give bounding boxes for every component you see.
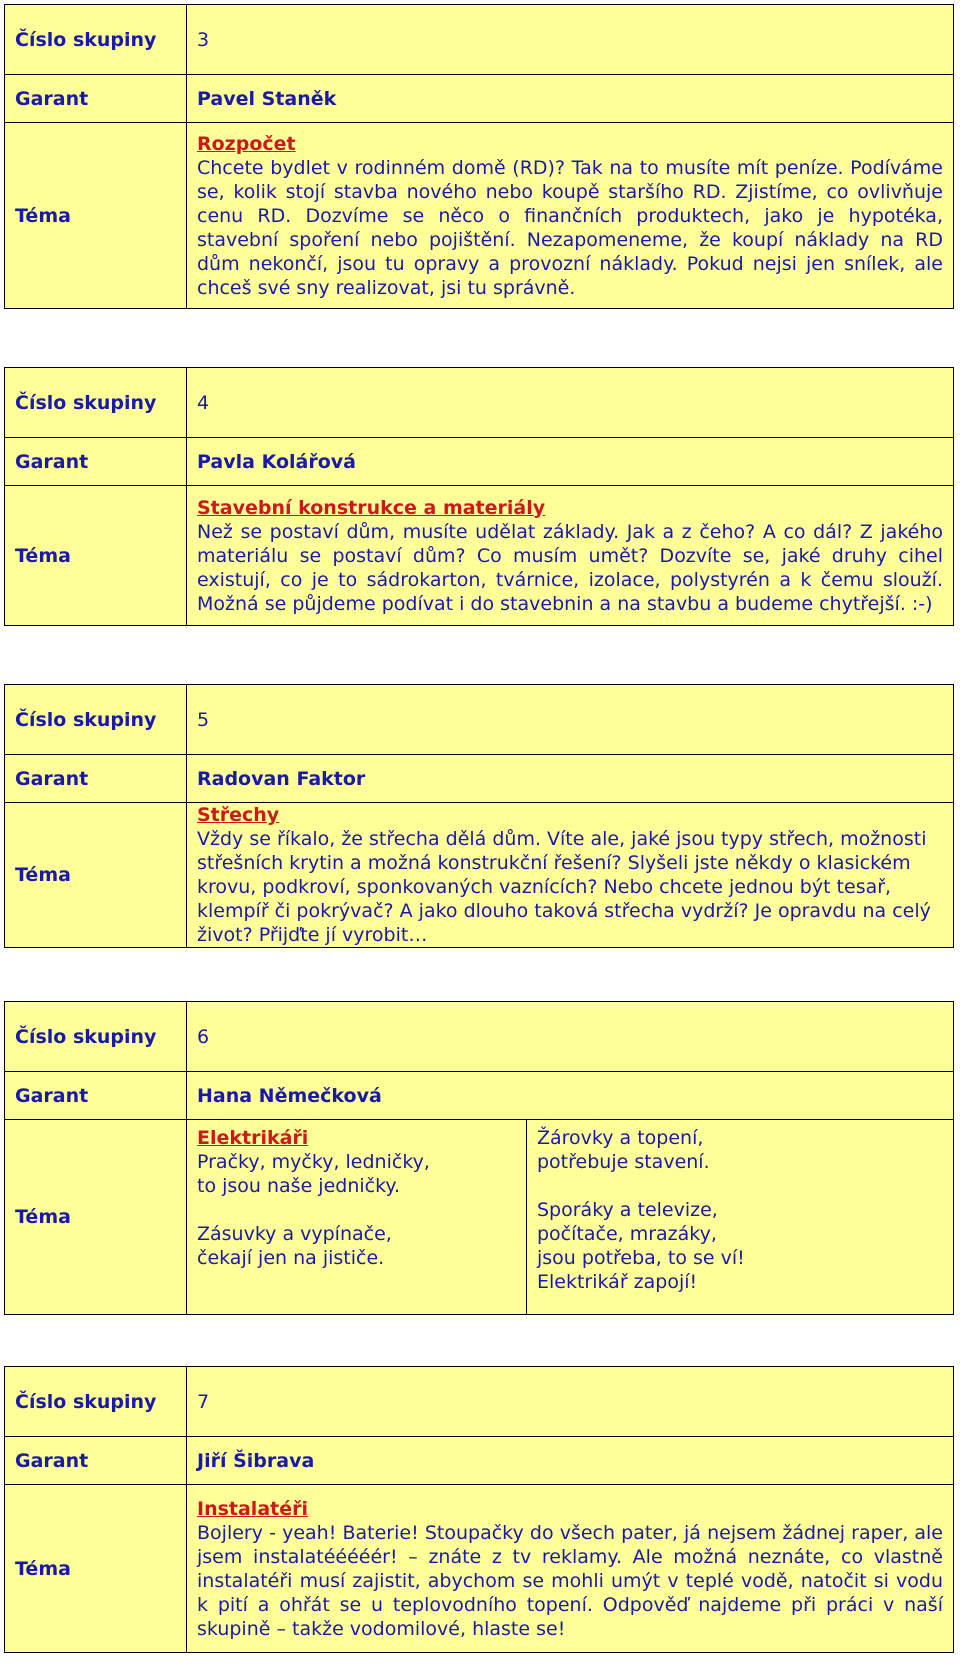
poem-line: to jsou naše jedničky.: [197, 1175, 401, 1197]
garant-name: Jiří Šibrava: [187, 1437, 954, 1485]
garant-label: Garant: [5, 438, 187, 486]
poem-line: Žárovky a topení,: [537, 1127, 704, 1149]
topic-text: Bojlery - yeah! Baterie! Stoupačky do všech pater, já nejsem žádnej raper, ale jsem instalatééééér! – znáte z tv reklamy. Ale možná neznáte, co vlastně instalatéři musí zajistit, abychom se mohli umýt v teplé vodě, natočit si vodu k pití a ohřát se u teplovodního topení. Odpověď najdeme při práci v naší skupině – takže vodomilové, hlaste se!: [197, 1521, 943, 1640]
poem-line: Sporáky a televize,: [537, 1199, 718, 1221]
poem-line: Elektrikář zapojí!: [537, 1271, 698, 1293]
topic-text: Vždy se říkalo, že střecha dělá dům. Víte ale, jaké jsou typy střech, možnosti střešních krytin a možná konstrukční řešení? Slyšeli jste někdy o klasickém krovu, podkroví, sponkovaných vaznících? Nebo chcete jednou být tesař, klempíř či pokrývač? A jako dlouho taková střecha vydrží? Je opravdu na celý život? Přijďte jí vyrobit…: [197, 828, 931, 946]
topic-label: Téma: [5, 803, 187, 948]
poem-line: jsou potřeba, to se ví!: [537, 1247, 745, 1269]
group-number: 3: [187, 5, 954, 75]
topic-cell: [187, 123, 954, 309]
group-table: [4, 684, 954, 948]
topic-title: Stavební konstrukce a materiály: [197, 496, 546, 519]
group-number-label: Číslo skupiny: [5, 368, 187, 438]
garant-label: Garant: [5, 1437, 187, 1485]
topic-cell: [187, 1120, 954, 1315]
poem-line: počítače, mrazáky,: [537, 1223, 717, 1245]
group-number-label: Číslo skupiny: [5, 685, 187, 755]
group-number-label: Číslo skupiny: [5, 5, 187, 75]
topic-text: Chcete bydlet v rodinném domě (RD)? Tak na to musíte mít peníze. Podíváme se, kolik stojí stavba nového nebo koupě staršího RD. Zjistíme, co ovlivňuje cenu RD. Dozvíme se něco o finančních produktech, jako je hypotéka, stavební spoření nebo pojištění. Nezapomeneme, že koupí náklady na RD dům nekončí, jsou tu opravy a provozní náklady. Pokud nejsi jen snílek, ale chceš své sny realizovat, jsi tu správně.: [197, 156, 943, 299]
group-number-label: Číslo skupiny: [5, 1367, 187, 1437]
poem-line: Zásuvky a vypínače,: [197, 1223, 392, 1245]
poem-line: čekají jen na jističe.: [197, 1247, 385, 1269]
garant-label: Garant: [5, 1072, 187, 1120]
group-number: 6: [187, 1002, 954, 1072]
garant-name: Pavla Kolářová: [187, 438, 954, 486]
topic-title: Instalatéři: [197, 1497, 308, 1520]
group-number: 5: [187, 685, 954, 755]
topic-cell: [187, 803, 954, 948]
poem-line: Pračky, myčky, ledničky,: [197, 1151, 430, 1173]
topic-label: Téma: [5, 486, 187, 626]
group-table: [4, 367, 954, 626]
topic-label: Téma: [5, 1120, 187, 1315]
topic-right-column: [527, 1120, 953, 1314]
garant-name: Pavel Staněk: [187, 75, 954, 123]
garant-label: Garant: [5, 755, 187, 803]
garant-name: Radovan Faktor: [187, 755, 954, 803]
topic-label: Téma: [5, 123, 187, 309]
garant-label: Garant: [5, 75, 187, 123]
group-table: [4, 1366, 954, 1653]
topic-cell: [187, 1485, 954, 1653]
topic-title: Elektrikáři: [197, 1127, 309, 1149]
group-table: [4, 4, 954, 309]
topic-left-column: [187, 1120, 527, 1314]
poem-line: potřebuje stavení.: [537, 1151, 710, 1173]
garant-name: Hana Němečková: [187, 1072, 954, 1120]
topic-text: Než se postaví dům, musíte udělat základy. Jak a z čeho? A co dál? Z jakého materiálu se postaví dům? Co musím umět? Dozvíte se, jaké druhy cihel existují, co je to sádrokarton, tvárnice, izolace, polystyrén a k čemu slouží. Možná se půjdeme podívat i do stavebnin a na stavbu a budeme chytřejší. :-): [197, 520, 943, 615]
topic-label: Téma: [5, 1485, 187, 1653]
group-table: [4, 1001, 954, 1315]
group-number: 7: [187, 1367, 954, 1437]
group-number: 4: [187, 368, 954, 438]
poem-gap: [537, 1174, 943, 1198]
topic-cell: [187, 486, 954, 626]
poem-gap: [197, 1198, 516, 1222]
group-number-label: Číslo skupiny: [5, 1002, 187, 1072]
topic-title: Rozpočet: [197, 132, 296, 155]
topic-title: Střechy: [197, 804, 280, 826]
